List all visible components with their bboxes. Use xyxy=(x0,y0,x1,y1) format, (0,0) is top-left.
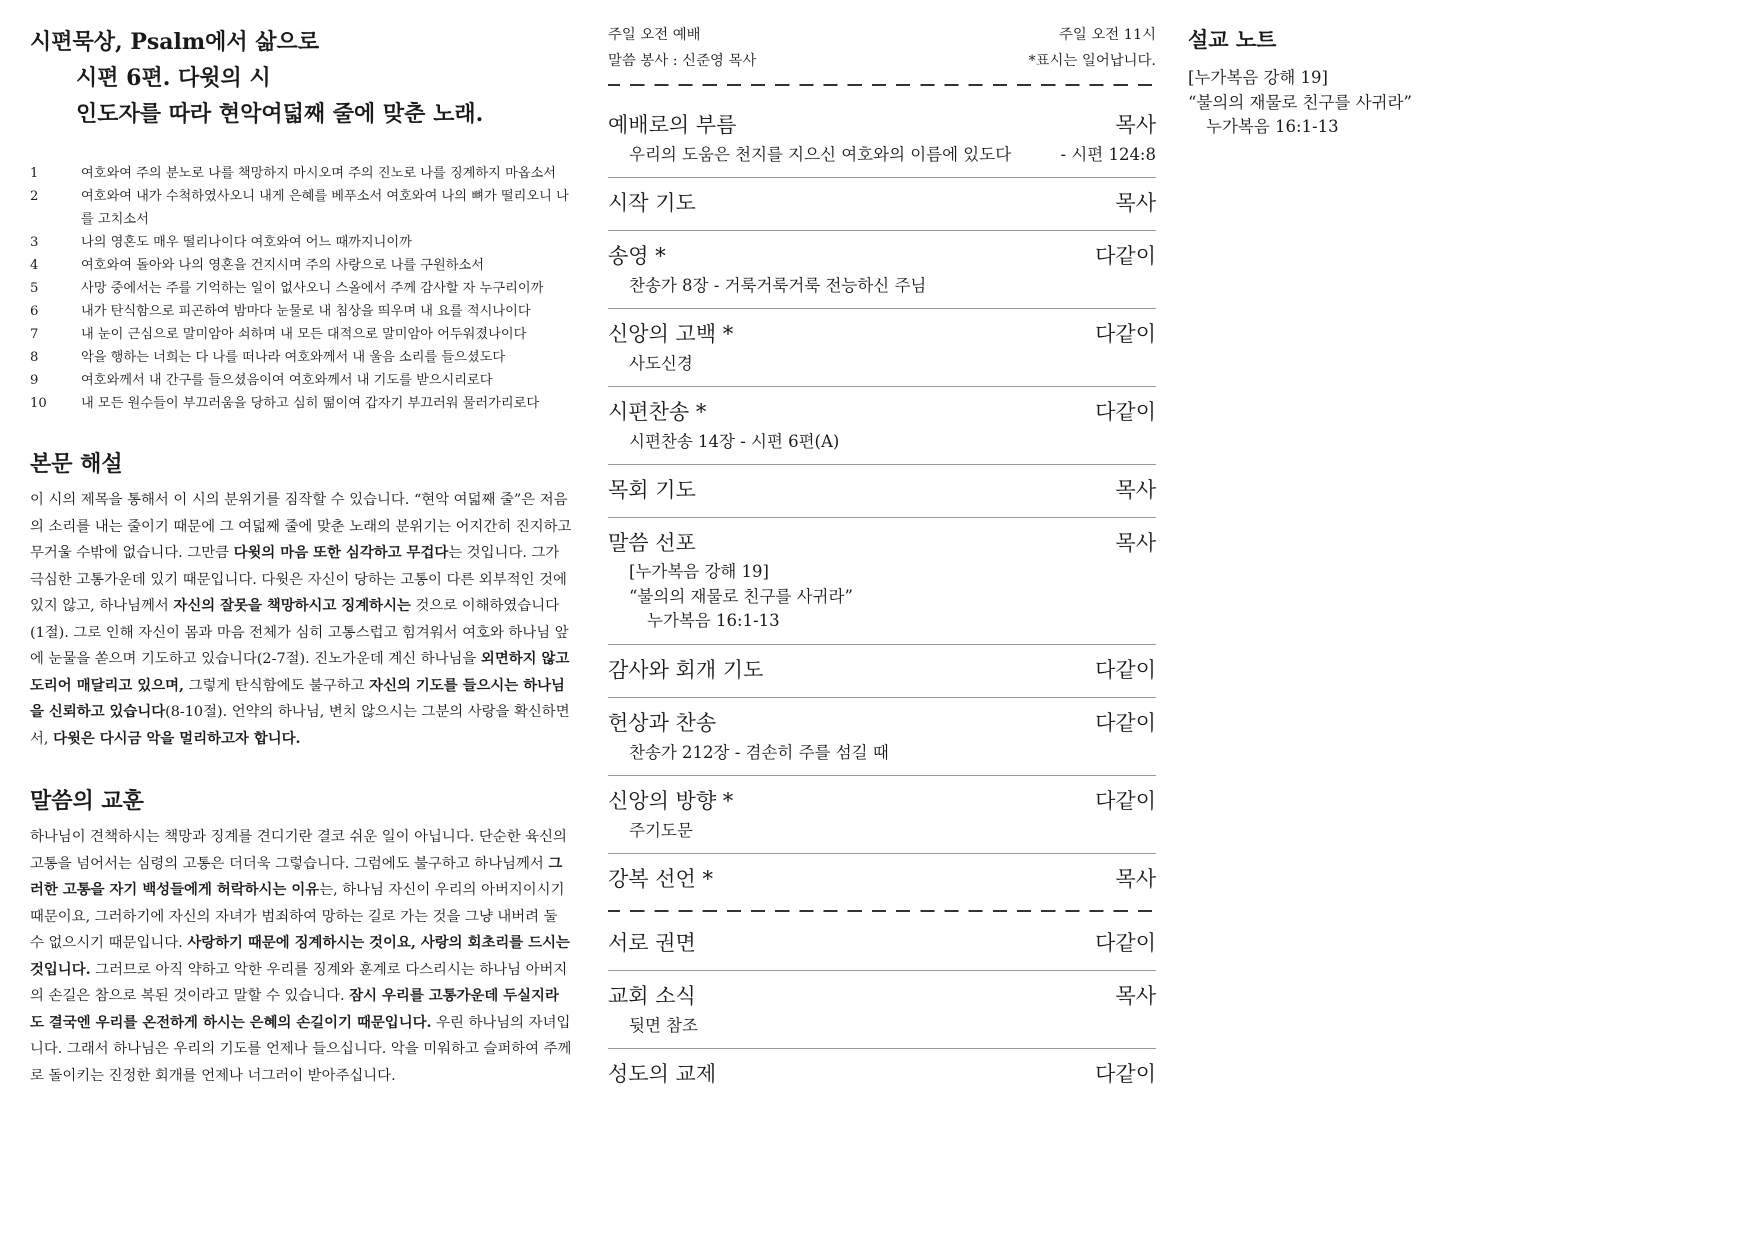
commentary-text: (8-10절). 언약의 하나님, 변치 않으시는 그분의 사랑을 확신하면서, xyxy=(30,704,570,747)
order-item-detail: 사도신경 xyxy=(629,354,693,373)
psalm-verses xyxy=(30,162,572,415)
commentary-heading: 본문 해설 xyxy=(30,451,123,477)
psalm-superscription: 인도자를 따라 현악여덟째 줄에 맞춘 노래. xyxy=(76,101,484,127)
lesson-paragraph xyxy=(30,824,572,1089)
verse xyxy=(30,277,572,300)
order-item xyxy=(608,645,1156,698)
service-time: 주일 오전 11시 xyxy=(1059,27,1156,43)
order-item xyxy=(608,387,1156,465)
lesson-emphasis: 잠시 우리를 고통가운데 두실지라도 결국엔 우리를 온전하게 하시는 은혜의 손길이기 때문입니다. xyxy=(30,987,559,1031)
verse-number: 8 xyxy=(30,350,39,365)
order-item-leader: 다같이 xyxy=(1095,322,1156,346)
commentary-text: 는 것입니다. 그가 극심한 고통가운데 있기 때문입니다. 다윗은 자신이 당하는 고통이 다른 외부적인 것에 있지 않고, 하나님께서 xyxy=(30,545,567,614)
order-item-title: 감사와 회개 기도 xyxy=(608,657,764,682)
verse-number: 5 xyxy=(30,281,39,296)
order-item xyxy=(608,178,1156,231)
commentary-emphasis: 자신의 잘못을 책망하시고 징계하시는 xyxy=(173,597,411,614)
service-name: 주일 오전 예배 xyxy=(608,27,701,43)
verse xyxy=(30,369,572,392)
lesson-text: 우린 하나님의 자녀입니다. 그래서 하나님은 우리의 기도를 언제나 들으십니다. 악을 미워하고 슬퍼하여 주께로 돌이키는 진정한 회개를 언제나 너그러이 받아주십니다. xyxy=(30,1014,572,1084)
commentary-emphasis: 외면하지 않고 도리어 매달리고 있으며, xyxy=(30,650,570,694)
worship-order-column xyxy=(608,0,1156,1101)
order-item xyxy=(608,518,1156,645)
order-item-leader: 다같이 xyxy=(1095,788,1156,813)
verse-number: 9 xyxy=(30,373,39,388)
commentary-text: 이 시의 제목을 통해서 이 시의 분위기를 짐작할 수 있습니다. “현악 여덟째 줄”은 저음의 소리를 내는 줄이기 때문에 그 여덟째 줄에 맞춘 노래의 분위기는 어지간히 진지하고 무거울 수밖에 없습니다. 그만큼 xyxy=(30,492,572,561)
verse-text: 여호와께서 내 간구를 들으셨음이여 여호와께서 내 기도를 받으시리로다 xyxy=(81,373,493,388)
verse-text: 내가 탄식함으로 피곤하여 밤마다 눈물로 내 침상을 띄우며 내 요를 적시나이다 xyxy=(81,304,531,319)
order-item xyxy=(608,231,1156,309)
verse-number: 10 xyxy=(30,396,47,411)
order-item-title: 송영 * xyxy=(608,244,666,268)
verse-number: 2 xyxy=(30,189,39,204)
lesson-emphasis: 사랑하기 때문에 징계하시는 것이요, 사랑의 회초리를 드시는 것입니다. xyxy=(30,934,570,978)
order-item-leader: 다같이 xyxy=(1095,1061,1156,1086)
verse-number: 3 xyxy=(30,235,39,250)
verse-text: 악을 행하는 너희는 다 나를 떠나라 여호와께서 내 울음 소리를 들으셨도다 xyxy=(81,350,506,365)
worship-header xyxy=(608,22,1156,74)
notes-passage: 누가복음 16:1-13 xyxy=(1206,117,1339,136)
order-item xyxy=(608,465,1156,518)
psalm-meditation-column xyxy=(30,0,572,1089)
order-item-title: 말씀 선포 xyxy=(608,531,696,555)
order-item-detail: 찬송가 8장 - 거룩거룩거룩 전능하신 주님 xyxy=(629,276,927,295)
lesson-emphasis: 그러한 고통을 자기 백성들에게 허락하시는 이유 xyxy=(30,854,563,898)
order-item-leader: 다같이 xyxy=(1095,244,1156,268)
order-item-title: 성도의 교제 xyxy=(608,1061,717,1086)
order-item xyxy=(608,1049,1156,1101)
order-item-title: 신앙의 방향 * xyxy=(608,788,734,813)
commentary-paragraph xyxy=(30,487,572,752)
verse-text: 여호와여 내가 수척하였사오니 내게 은혜를 베푸소서 여호와여 나의 뼈가 떨리오니 나를 고치소서 xyxy=(81,189,569,227)
standing-note: *표시는 일어납니다. xyxy=(1028,53,1156,69)
psalm-title: 시편묵상, Psalm에서 삶으로 xyxy=(30,29,320,55)
order-item xyxy=(608,309,1156,387)
order-item-title: 시편찬송 * xyxy=(608,400,707,424)
sermon-title: “불의의 재물로 친구를 사귀라” xyxy=(629,586,853,606)
order-item-detail: 주기도문 xyxy=(629,820,693,840)
commentary-text: 것으로 이해하였습니다(1절). 그로 인해 자신이 몸과 마음 전체가 심히 고통스럽고 힘겨워서 여호와 하나님 앞에 눈물을 쏟으며 기도하고 있습니다(2-7절). 진노가운데 계신 하나님을 xyxy=(30,598,569,667)
sermon-series: [누가복음 강해 19] xyxy=(629,562,769,581)
notes-series: [누가복음 강해 19] xyxy=(1188,68,1328,87)
order-item-leader: 목사 xyxy=(1115,478,1156,502)
verse xyxy=(30,185,572,231)
commentary-emphasis: 자신의 기도를 들으시는 하나님을 신뢰하고 있습니다 xyxy=(30,676,565,720)
commentary-emphasis: 다윗은 다시금 악을 멀리하고자 합니다. xyxy=(53,729,301,747)
verse xyxy=(30,162,572,185)
verse-text: 사망 중에서는 주를 기억하는 일이 없사오니 스올에서 주께 감사할 자 누구리이까 xyxy=(81,281,544,296)
lesson-text: 하나님이 견책하시는 책망과 징계를 견디기란 결코 쉬운 일이 아닙니다. 단순한 육신의 고통을 넘어서는 심령의 고통은 더더욱 그렇습니다. 그럼에도 불구하고 하나님께서 xyxy=(30,829,567,872)
order-item-detail: 시편찬송 14장 - 시편 6편(A) xyxy=(629,432,840,451)
order-item xyxy=(608,100,1156,178)
order-item-leader: 목사 xyxy=(1115,531,1156,555)
verse-text: 내 눈이 근심으로 말미암아 쇠하며 내 모든 대적으로 말미암아 어두워졌나이다 xyxy=(81,327,527,342)
order-item-leader: 다같이 xyxy=(1095,657,1156,682)
verse-number: 4 xyxy=(30,258,39,273)
sermon-info xyxy=(608,560,1156,634)
order-item xyxy=(608,854,1156,906)
verse-text: 여호와여 주의 분노로 나를 책망하지 마시오며 주의 진노로 나를 징계하지 마옵소서 xyxy=(81,166,557,181)
commentary-emphasis: 다윗의 마음 또한 심각하고 무겁다 xyxy=(233,544,449,561)
order-item-leader: 다같이 xyxy=(1095,400,1156,424)
order-item-leader: 목사 xyxy=(1115,191,1156,215)
verse xyxy=(30,392,572,415)
order-item-title: 시작 기도 xyxy=(608,191,696,215)
verse-text: 나의 영혼도 매우 떨리나이다 여호와여 어느 때까지니이까 xyxy=(81,235,412,250)
order-item-title: 서로 권면 xyxy=(608,930,696,955)
verse xyxy=(30,231,572,254)
order-item xyxy=(608,971,1156,1049)
order-item-detail: 뒷면 참조 xyxy=(629,1015,699,1035)
order-item-leader: 목사 xyxy=(1115,983,1156,1008)
preacher: 말씀 봉사 : 신준영 목사 xyxy=(608,53,757,69)
verse-text: 여호와여 돌아와 나의 영혼을 건지시며 주의 사랑으로 나를 구원하소서 xyxy=(81,258,484,273)
notes-heading: 설교 노트 xyxy=(1188,27,1277,52)
order-item xyxy=(608,698,1156,776)
verse-number: 1 xyxy=(30,166,39,181)
order-item-title: 교회 소식 xyxy=(608,983,696,1008)
verse xyxy=(30,254,572,277)
order-item-reference: - 시편 124:8 xyxy=(1060,145,1156,164)
order-item xyxy=(608,776,1156,854)
sermon-passage: 누가복음 16:1-13 xyxy=(647,611,780,630)
order-item-leader: 목사 xyxy=(1115,113,1156,137)
order-item-detail: 찬송가 212장 - 겸손히 주를 섬길 때 xyxy=(629,742,889,762)
verse-text: 내 모든 원수들이 부끄러움을 당하고 심히 떪이여 갑자기 부끄러워 물러가리로다 xyxy=(81,396,540,411)
order-item-detail: 우리의 도움은 천지를 지으신 여호와의 이름에 있도다 xyxy=(629,145,1012,164)
notes-title: “불의의 재물로 친구를 사귀라” xyxy=(1188,92,1412,112)
psalm-subtitle: 시편 6편. 다윗의 시 xyxy=(76,65,271,91)
verse xyxy=(30,300,572,323)
order-item-leader: 다같이 xyxy=(1095,710,1156,735)
dashed-divider xyxy=(608,84,1156,86)
order-item-title: 헌상과 찬송 xyxy=(608,710,717,735)
order-item-title: 예배로의 부름 xyxy=(608,113,737,137)
verse xyxy=(30,323,572,346)
lesson-text: 그러므로 아직 약하고 악한 우리를 징계와 훈계로 다스리시는 하나님 아버지의 손길은 참으로 복된 것이라고 말할 수 있습니다. xyxy=(30,961,568,1004)
verse xyxy=(30,346,572,369)
order-item-title: 신앙의 고백 * xyxy=(608,322,734,346)
commentary-text: 그렇게 탄식함에도 불구하고 xyxy=(184,677,370,694)
order-item-title: 목회 기도 xyxy=(608,478,696,502)
verse-number: 7 xyxy=(30,327,39,342)
dashed-divider xyxy=(608,910,1156,912)
order-item xyxy=(608,918,1156,971)
sermon-notes-column xyxy=(1188,0,1728,140)
verse-number: 6 xyxy=(30,304,39,319)
lesson-text: 는, 하나님 자신이 우리의 아버지이시기 때문이요, 그러하기에 자신의 자녀가 범죄하여 망하는 길로 가는 것을 그냥 내버려 둘 수 없으시기 때문입니다. xyxy=(30,882,565,951)
order-item-leader: 목사 xyxy=(1115,866,1156,891)
lesson-heading: 말씀의 교훈 xyxy=(30,788,144,814)
order-item-title: 강복 선언 * xyxy=(608,866,713,891)
order-item-leader: 다같이 xyxy=(1095,930,1156,955)
